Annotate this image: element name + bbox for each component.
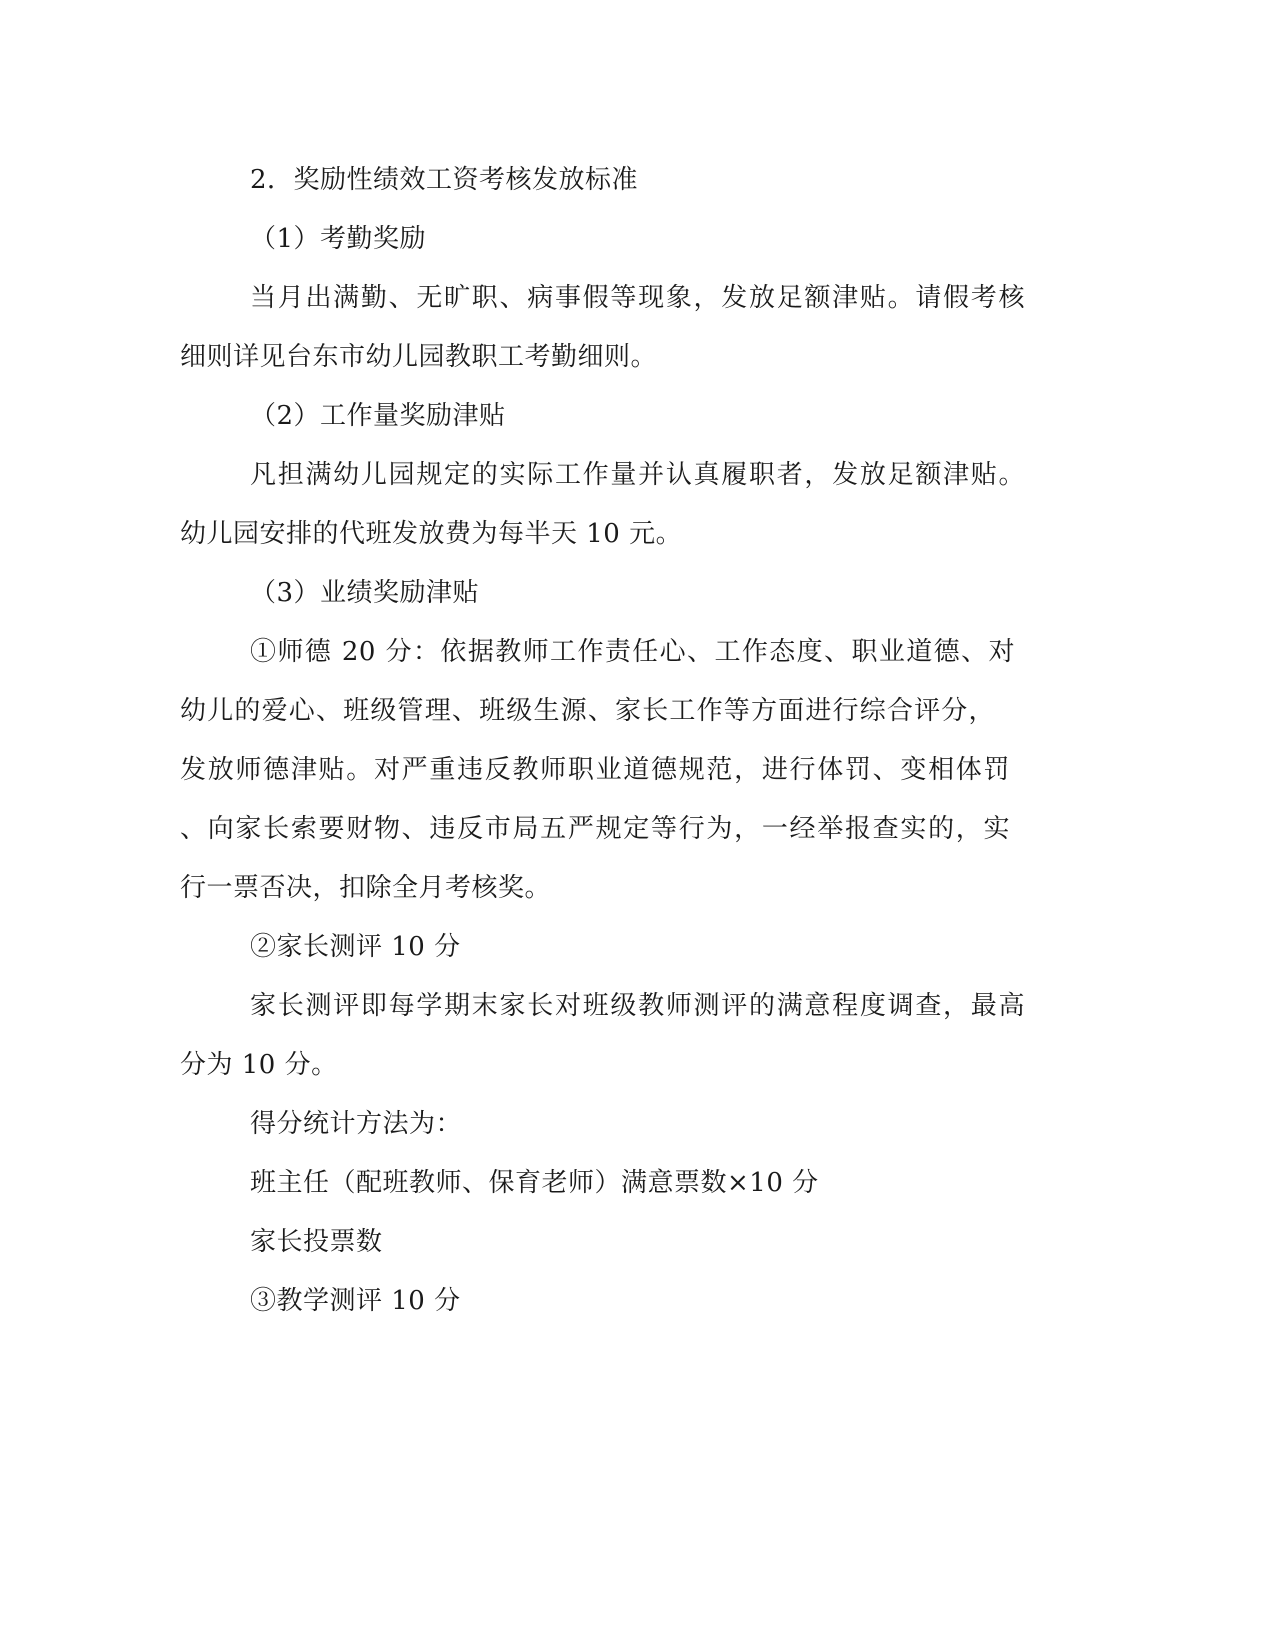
paragraph-line: 家长测评即每学期末家长对班级教师测评的满意程度调查，最高	[250, 991, 1025, 1021]
formula-denominator: 家长投票数	[250, 1227, 383, 1257]
paragraph-line: 细则详见台东市幼儿园教职工考勤细则。	[180, 342, 658, 372]
paragraph-line: 当月出满勤、无旷职、病事假等现象，发放足额津贴。请假考核	[250, 283, 1025, 313]
item-title-parent-evaluation: ②家长测评 10 分	[250, 932, 461, 962]
paragraph-line: 分为 10 分。	[180, 1050, 338, 1080]
item-title-teaching-evaluation: ③教学测评 10 分	[250, 1286, 461, 1316]
paragraph-line: 行一票否决，扣除全月考核奖。	[180, 873, 552, 903]
paragraph-line: 凡担满幼儿园规定的实际工作量并认真履职者，发放足额津贴。	[250, 460, 1025, 490]
subsection-title-workload: （2）工作量奖励津贴	[250, 401, 506, 431]
subsection-title-attendance: （1）考勤奖励	[250, 224, 427, 254]
paragraph-line: 幼儿园安排的代班发放费为每半天 10 元。	[180, 519, 683, 549]
paragraph-line: 、向家长索要财物、违反市局五严规定等行为，一经举报查实的，实	[180, 814, 1010, 844]
subsection-title-performance: （3）业绩奖励津贴	[250, 578, 480, 608]
paragraph-line: 幼儿的爱心、班级管理、班级生源、家长工作等方面进行综合评分，	[180, 696, 995, 726]
section-heading: 2．奖励性绩效工资考核发放标准	[250, 165, 639, 195]
paragraph-line: ①师德 20 分：依据教师工作责任心、工作态度、职业道德、对	[250, 637, 1015, 667]
method-title: 得分统计方法为：	[250, 1109, 463, 1139]
formula-numerator: 班主任（配班教师、保育老师）满意票数×10 分	[250, 1168, 819, 1198]
paragraph-line: 发放师德津贴。对严重违反教师职业道德规范，进行体罚、变相体罚	[180, 755, 1010, 785]
